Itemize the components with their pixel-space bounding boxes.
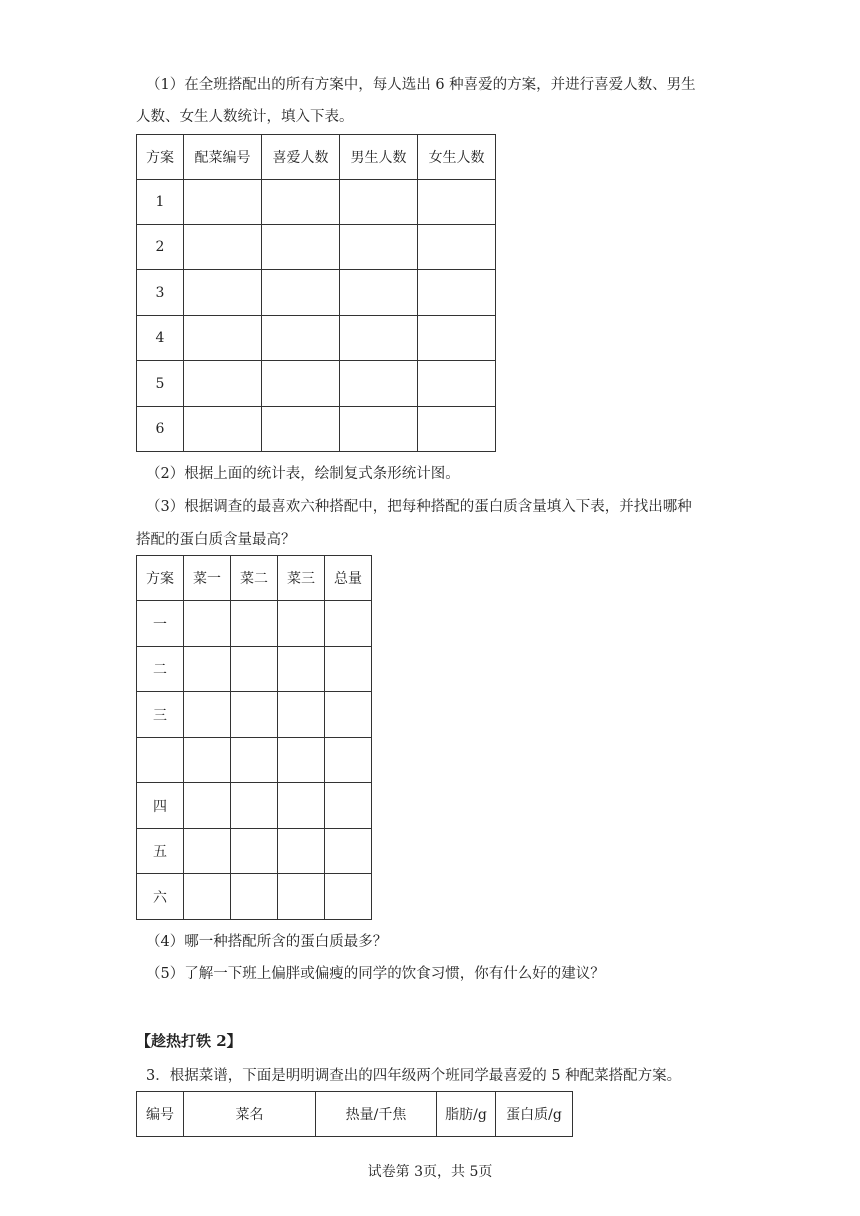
table-cell[interactable] bbox=[184, 361, 262, 407]
table-cell[interactable] bbox=[340, 316, 418, 361]
table-cell[interactable] bbox=[278, 647, 325, 692]
header-dish-number: 配菜编号 bbox=[184, 135, 262, 180]
q3-line1: （3）根据调查的最喜欢六种搭配中，把每种搭配的蛋白质含量填入下表，并找出哪种 bbox=[146, 499, 692, 515]
header-plan: 方案 bbox=[137, 135, 184, 180]
header-girl-count: 女生人数 bbox=[418, 135, 496, 180]
table-cell[interactable] bbox=[184, 225, 262, 270]
table-row bbox=[137, 407, 496, 452]
row-label: 3 bbox=[137, 270, 184, 316]
table-cell[interactable] bbox=[325, 829, 372, 874]
header-number: 编号 bbox=[137, 1092, 184, 1137]
row-label: 1 bbox=[137, 180, 184, 225]
table-cell[interactable] bbox=[278, 601, 325, 647]
q6-text: 3．根据菜谱，下面是明明调查出的四年级两个班同学最喜爱的 5 种配菜搭配方案。 bbox=[146, 1068, 682, 1084]
table-cell[interactable] bbox=[184, 316, 262, 361]
table-cell[interactable] bbox=[262, 270, 340, 316]
table-cell[interactable] bbox=[184, 692, 231, 738]
table-cell[interactable] bbox=[325, 783, 372, 829]
table-cell[interactable] bbox=[418, 225, 496, 270]
table-row bbox=[137, 361, 496, 407]
table-cell[interactable] bbox=[278, 738, 325, 783]
header-dish-two: 菜二 bbox=[231, 556, 278, 601]
table-cell[interactable] bbox=[262, 225, 340, 270]
row-label: 二 bbox=[137, 647, 184, 692]
header-total: 总量 bbox=[325, 556, 372, 601]
table-header-row bbox=[137, 556, 372, 601]
header-dish-name: 菜名 bbox=[184, 1092, 316, 1137]
table-cell[interactable] bbox=[231, 692, 278, 738]
row-label: 六 bbox=[137, 874, 184, 920]
table-protein bbox=[136, 555, 372, 920]
table-cell[interactable] bbox=[231, 647, 278, 692]
table-cell[interactable] bbox=[184, 270, 262, 316]
table-cell[interactable] bbox=[325, 601, 372, 647]
table-cell[interactable] bbox=[231, 783, 278, 829]
row-label bbox=[137, 738, 184, 783]
table-cell[interactable] bbox=[340, 270, 418, 316]
table-cell[interactable] bbox=[340, 180, 418, 225]
table-cell[interactable] bbox=[418, 316, 496, 361]
row-label: 4 bbox=[137, 316, 184, 361]
table-cell[interactable] bbox=[418, 270, 496, 316]
table-cell[interactable] bbox=[231, 601, 278, 647]
table-row bbox=[137, 692, 372, 738]
row-label: 一 bbox=[137, 601, 184, 647]
table-row bbox=[137, 829, 372, 874]
table-cell[interactable] bbox=[262, 316, 340, 361]
header-like-count: 喜爱人数 bbox=[262, 135, 340, 180]
table-cell[interactable] bbox=[231, 829, 278, 874]
table-cell[interactable] bbox=[231, 874, 278, 920]
table-row bbox=[137, 874, 372, 920]
table-cell[interactable] bbox=[184, 180, 262, 225]
header-plan: 方案 bbox=[137, 556, 184, 601]
header-boy-count: 男生人数 bbox=[340, 135, 418, 180]
table-recipe bbox=[136, 1091, 573, 1137]
table-cell[interactable] bbox=[278, 829, 325, 874]
table-cell[interactable] bbox=[262, 180, 340, 225]
row-label: 五 bbox=[137, 829, 184, 874]
header-protein: 蛋白质/g bbox=[496, 1092, 573, 1137]
header-dish-one: 菜一 bbox=[184, 556, 231, 601]
table-cell[interactable] bbox=[325, 647, 372, 692]
table-cell[interactable] bbox=[340, 225, 418, 270]
table-row bbox=[137, 316, 496, 361]
table-cell[interactable] bbox=[325, 874, 372, 920]
row-label: 6 bbox=[137, 407, 184, 452]
table-cell[interactable] bbox=[184, 874, 231, 920]
header-fat: 脂肪/g bbox=[437, 1092, 496, 1137]
table-cell[interactable] bbox=[340, 407, 418, 452]
header-calories: 热量/千焦 bbox=[316, 1092, 437, 1137]
table-row bbox=[137, 270, 496, 316]
row-label: 三 bbox=[137, 692, 184, 738]
table-header-row bbox=[137, 135, 496, 180]
table-cell[interactable] bbox=[184, 407, 262, 452]
q3-line2: 搭配的蛋白质含量最高？ bbox=[136, 532, 296, 548]
table-cell[interactable] bbox=[418, 361, 496, 407]
q4-text: （4）哪一种搭配所含的蛋白质最多？ bbox=[146, 934, 388, 950]
table-cell[interactable] bbox=[184, 647, 231, 692]
table-cell[interactable] bbox=[418, 407, 496, 452]
table-row bbox=[137, 647, 372, 692]
q5-text: （5）了解一下班上偏胖或偏瘦的同学的饮食习惯，你有什么好的建议？ bbox=[146, 966, 605, 982]
header-dish-three: 菜三 bbox=[278, 556, 325, 601]
table-cell[interactable] bbox=[278, 874, 325, 920]
table-cell[interactable] bbox=[340, 361, 418, 407]
table-cell[interactable] bbox=[262, 361, 340, 407]
table-cell[interactable] bbox=[262, 407, 340, 452]
table-row bbox=[137, 738, 372, 783]
table-row bbox=[137, 601, 372, 647]
table-cell[interactable] bbox=[231, 738, 278, 783]
table-cell[interactable] bbox=[184, 738, 231, 783]
table-cell[interactable] bbox=[278, 692, 325, 738]
table-cell[interactable] bbox=[184, 601, 231, 647]
table-cell[interactable] bbox=[184, 829, 231, 874]
table-favorite-plans bbox=[136, 134, 496, 452]
q1-line2: 人数、女生人数统计，填入下表。 bbox=[136, 109, 354, 125]
table-cell[interactable] bbox=[325, 738, 372, 783]
section-heading: 【趁热打铁 2】 bbox=[136, 1032, 242, 1050]
q2-text: （2）根据上面的统计表，绘制复式条形统计图。 bbox=[146, 466, 460, 482]
page-footer: 试卷第 3页，共 5页 bbox=[367, 1164, 493, 1180]
table-cell[interactable] bbox=[418, 180, 496, 225]
q1-line1: （1）在全班搭配出的所有方案中，每人选出 6 种喜爱的方案，并进行喜爱人数、男生 bbox=[146, 77, 696, 93]
table-cell[interactable] bbox=[278, 783, 325, 829]
table-row bbox=[137, 180, 496, 225]
row-label: 5 bbox=[137, 361, 184, 407]
row-label: 2 bbox=[137, 225, 184, 270]
table-row bbox=[137, 783, 372, 829]
table-header-row bbox=[137, 1092, 573, 1137]
table-cell[interactable] bbox=[325, 692, 372, 738]
table-row bbox=[137, 225, 496, 270]
table-cell[interactable] bbox=[184, 783, 231, 829]
row-label: 四 bbox=[137, 783, 184, 829]
